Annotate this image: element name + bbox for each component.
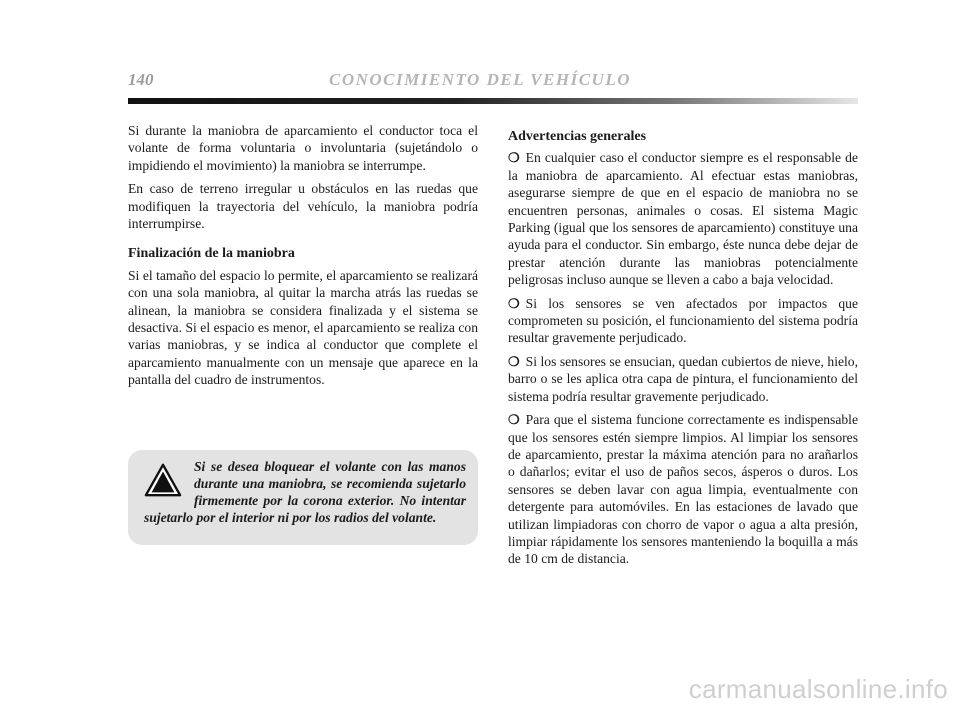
header-rule — [128, 98, 858, 104]
paragraph: Si el tamaño del espacio lo permite, el aparcamiento se realizará con una sola maniobra, al quitar la marcha atrás las ruedas se alinean, la maniobra se considera finalizada y el sistema se desactiva. Si el espacio es menor, el aparcamiento se realiza con varias maniobras, y se indica al conductor que complete el aparcamiento manualmente con un mensaje que aparece en la pantalla del cuadro de instrumentos. — [128, 267, 478, 388]
warning-text: Si se desea bloquear el volante con las manos durante una maniobra, se recomienda sujetarlo firmemente por la corona exterior. No intentar sujetarlo por el interior ni por los radios del volante. — [144, 459, 466, 525]
warning-triangle-icon — [144, 462, 182, 498]
bullet-item — [508, 353, 858, 405]
bullet-text: Si los sensores se ven afectados por impactos que comprometen su posición, el funcionamiento del sistema podría resultar gravemente perjudicado. — [508, 295, 858, 346]
bullet-item — [508, 149, 858, 288]
warning-box — [128, 450, 478, 545]
paragraph: En caso de terreno irregular u obstáculos en las ruedas que modifiquen la trayectoria del vehículo, la maniobra podría interrumpirse. — [128, 181, 478, 232]
section-heading: Advertencias generales — [508, 129, 647, 144]
bullet-text: Para que el sistema funcione correctamente es indispensable que los sensores estén siempre limpios. Al limpiar los sensores de aparcamiento, prestar la máxima atención para no arañarlos o dañarlos; evitar el uso de paños secos, ásperos o duros. Los sensores se deben lavar con agua limpia, eventualmente con detergente para automóviles. En las estaciones de lavado que utilizan limpiadoras con chorro de vapor o agua a alta presión, limpiar rápidamente los sensores manteniendo la boquilla a más de 10 cm de distancia. — [508, 412, 858, 567]
watermark: carmanualsonline.info — [688, 674, 948, 704]
running-title: CONOCIMIENTO DEL VEHÍCULO — [329, 70, 631, 89]
bullet-text: En cualquier caso el conductor siempre es el responsable de la maniobra de aparcamiento. Al efectuar estas maniobras, asegurarse siempre de que en el espacio de maniobra no se encuentren personas, animales o cosas. El sistema Magic Parking (igual que los sensores de aparcamiento) constituye una ayuda para el conductor. Sin embargo, éste nunca debe dejar de prestar atención durante las maniobras potencialmente peligrosas incluso aunque se lleven a cabo a baja velocidad. — [508, 150, 858, 288]
bullet-item — [508, 411, 858, 568]
page-number: 140 — [128, 70, 154, 89]
paragraph: Si durante la maniobra de aparcamiento el conductor toca el volante de forma voluntaria o involuntaria (sujetándolo o impidiendo el movimiento) la maniobra se interrumpe. — [128, 123, 478, 173]
bullet-icon: ❍ — [508, 353, 520, 369]
right-column — [508, 122, 858, 574]
left-column — [128, 122, 478, 395]
bullet-icon: ❍ — [508, 150, 520, 166]
bullet-item — [508, 295, 858, 347]
bullet-icon: ❍ — [508, 295, 520, 311]
section-heading: Finalización de la maniobra — [128, 246, 295, 262]
bullet-text: Si los sensores se ensucian, quedan cubiertos de nieve, hielo, barro o se les aplica otra capa de pintura, el funcionamiento del sistema podría resultar gravemente perjudicado. — [508, 353, 858, 404]
bullet-icon: ❍ — [508, 412, 520, 428]
